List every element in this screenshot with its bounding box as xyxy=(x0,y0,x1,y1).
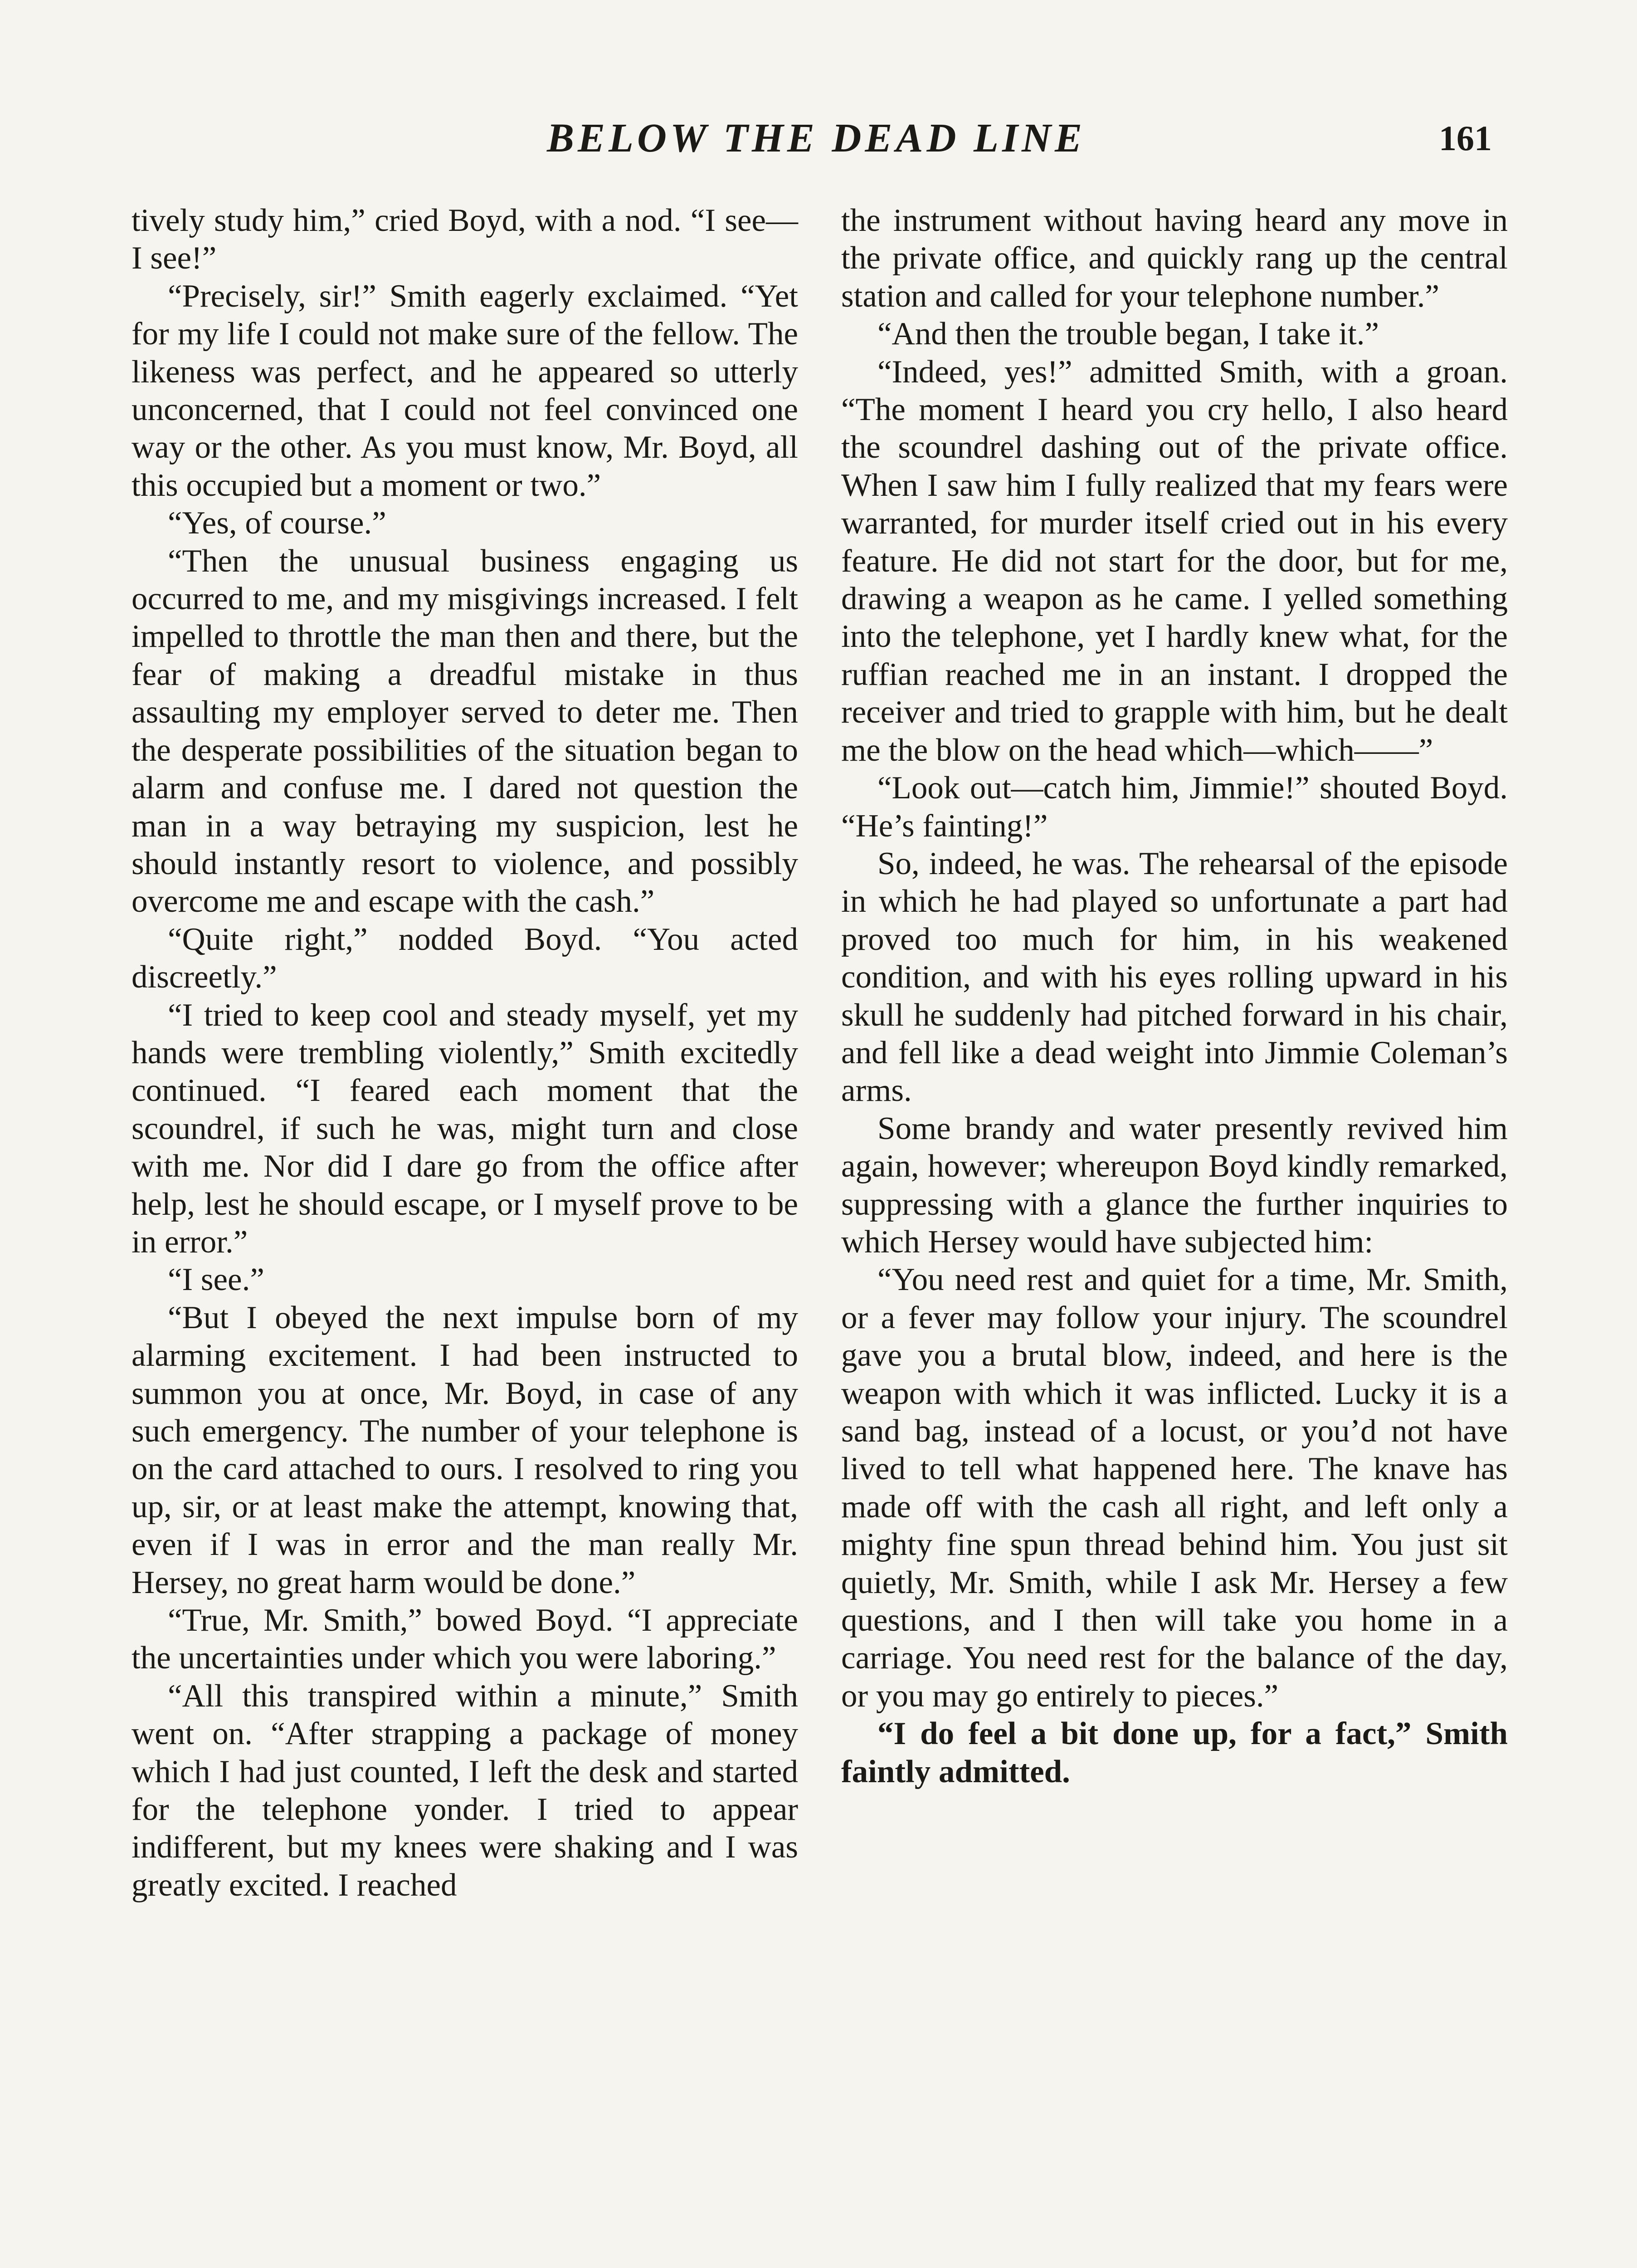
paragraph: “Precisely, sir!” Smith eagerly exclaimed. “Yet for my life I could not make sure of the fellow. The likeness was perfect, and he appeared so utterly unconcerned, that I could not feel convinced one way or the other. As you must know, Mr. Boyd, all this occupied but a moment or two.” xyxy=(132,278,798,503)
paragraph: “I see.” xyxy=(168,1262,264,1298)
paragraph: “But I obeyed the next impulse born of my alarming excitement. I had been instructed to summon you at once, Mr. Boyd, in case of any such emergency. The number of your telephone is on the card attached to ours. I resolved to ring you up, sir, or at least make the attempt, knowing that, even if I was in error and the man really Mr. Hersey, no great harm would be done.” xyxy=(132,1300,798,1600)
paragraph: “All this transpired within a minute,” Smith went on. “After strapping a package of money which I had just counted, I left the desk and started for the telephone yonder. I tried to appear indifferent, but my knees were shaking and I was greatly excited. I reached xyxy=(132,1678,798,1903)
right-column xyxy=(841,202,1508,1791)
paragraph: “You need rest and quiet for a time, Mr. Smith, or a fever may follow your injury. The scoundrel gave you a brutal blow, indeed, and here is the weapon with which it was inflicted. Lucky it is a sand bag, instead of a locust, or you’d not have lived to tell what happened here. The knave has made off with the cash all right, and left only a mighty fine spun thread behind him. You just sit quietly, Mr. Smith, while I ask Mr. Hersey a few questions, and I then will take you home in a carriage. You need rest for the balance of the day, or you may go entirely to pieces.” xyxy=(841,1262,1508,1714)
paragraph: “True, Mr. Smith,” bowed Boyd. “I appreciate the uncertainties under which you were laboring.” xyxy=(132,1603,798,1676)
paragraph: “Quite right,” nodded Boyd. “You acted discreetly.” xyxy=(132,921,798,995)
paragraph: tively study him,” cried Boyd, with a nod. “I see—I see!” xyxy=(132,203,798,276)
paragraph: So, indeed, he was. The rehearsal of the episode in which he had played so unfortunate a part had proved too much for him, in his weakened condition, and with his eyes rolling upward in his skull he suddenly had pitched forward in his chair, and fell like a dead weight into Jimmie Coleman’s arms. xyxy=(841,846,1508,1109)
paragraph: “And then the trouble began, I take it.” xyxy=(877,316,1379,352)
paragraph: “Look out—catch him, Jimmie!” shouted Boyd. “He’s fainting!” xyxy=(841,770,1508,844)
paragraph: Some brandy and water presently revived him again, however; whereupon Boyd kindly remarked, suppressing with a glance the further inquiries to which Hersey would have subjected him: xyxy=(841,1110,1508,1260)
page-header xyxy=(0,109,1637,168)
running-title: BELOW THE DEAD LINE xyxy=(546,116,1086,161)
paragraph: the instrument without having heard any move in the private office, and quickly rang up the central station and called for your telephone number.” xyxy=(841,203,1508,314)
paragraph: “I do feel a bit done up, for a fact,” Smith faintly admitted. xyxy=(841,1716,1508,1789)
paragraph: “Yes, of course.” xyxy=(168,505,386,541)
paragraph: “Indeed, yes!” admitted Smith, with a groan. “The moment I heard you cry hello, I also heard the scoundrel dashing out of the private office. When I saw him I fully realized that my fears were warranted, for murder itself cried out in his every feature. He did not start for the door, but for me, drawing a weapon as he came. I yelled something into the telephone, yet I hardly knew what, for the ruffian reached me in an instant. I dropped the receiver and tried to grapple with him, but he dealt me the blow on the head which—which——” xyxy=(841,354,1508,768)
paragraph: “I tried to keep cool and steady myself, yet my hands were trembling violently,” Smith excitedly continued. “I feared each moment that the scoundrel, if such he was, might turn and close with me. Nor did I dare go from the office after help, lest he should escape, or I myself prove to be in error.” xyxy=(132,997,798,1260)
paragraph: “Then the unusual business engaging us occurred to me, and my misgivings increased. I felt impelled to throttle the man then and there, but the fear of making a dreadful mistake in thus assaulting my employer served to deter me. Then the desperate possibilities of the situation began to alarm and confuse me. I dared not question the man in a way betraying my suspicion, lest he should instantly resort to violence, and possibly overcome me and escape with the cash.” xyxy=(132,543,798,919)
left-column xyxy=(132,202,798,1904)
page-number: 161 xyxy=(1439,118,1492,158)
